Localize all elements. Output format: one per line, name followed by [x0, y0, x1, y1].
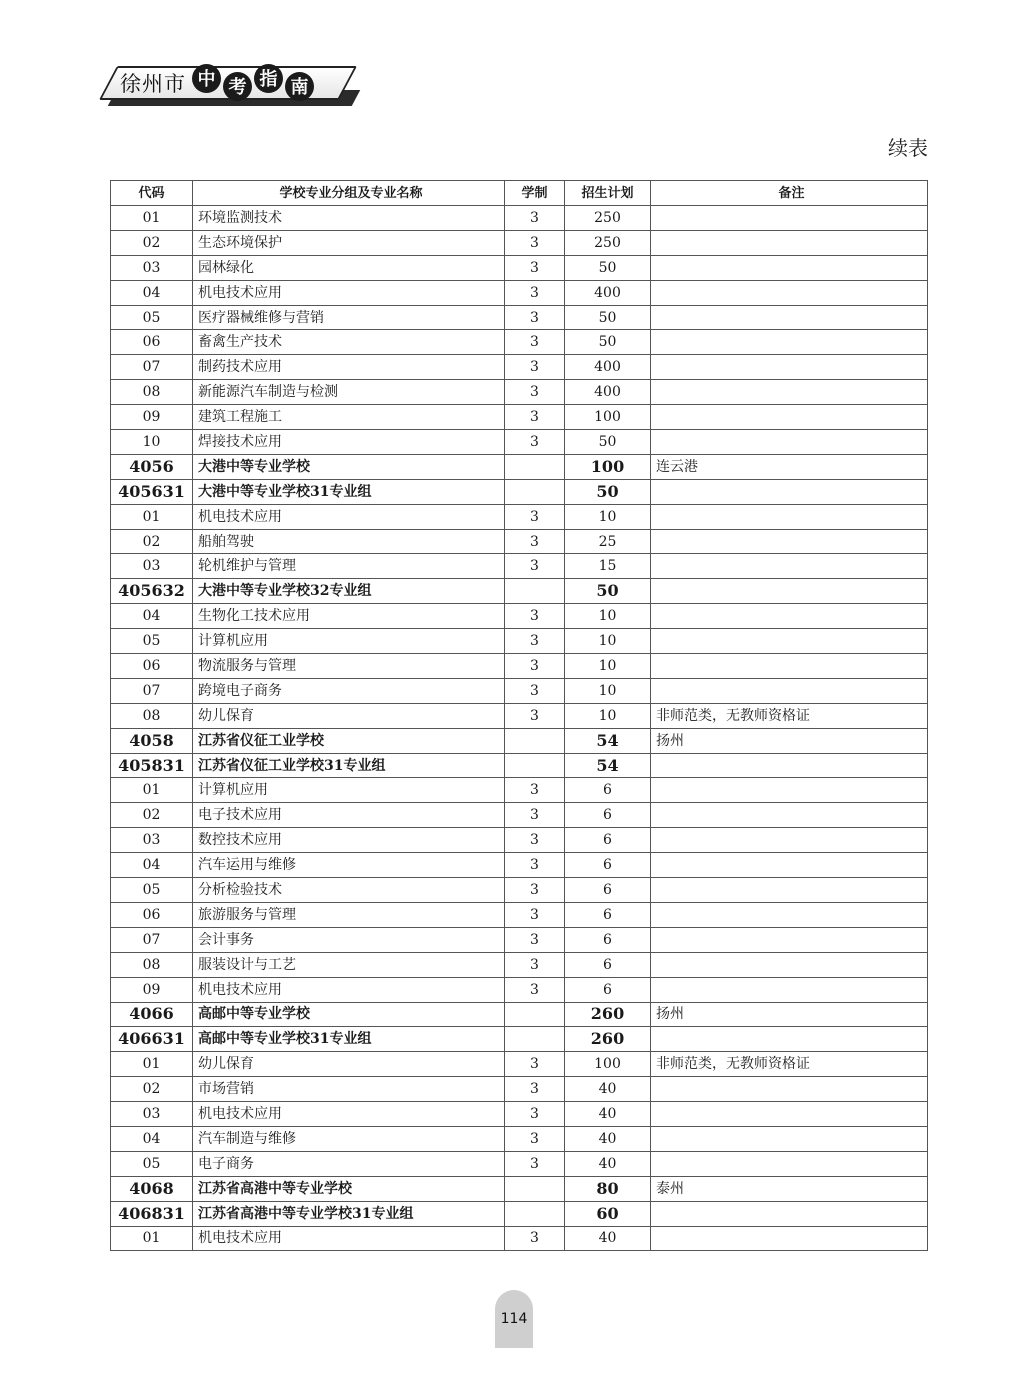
cell-note [651, 554, 928, 579]
cell-name: 汽车制造与维修 [193, 1126, 505, 1151]
table-row [111, 230, 928, 255]
cell-note [651, 1226, 928, 1251]
table-row [111, 803, 928, 828]
table-row [111, 1126, 928, 1151]
table-row [111, 778, 928, 803]
page-number: 114 [500, 1311, 528, 1327]
cell-code: 4068 [111, 1176, 193, 1201]
cell-name: 旅游服务与管理 [193, 902, 505, 927]
cell-note [651, 753, 928, 778]
cell-code: 07 [111, 355, 193, 380]
cell-plan: 10 [565, 703, 651, 728]
cell-plan: 10 [565, 654, 651, 679]
cell-note [651, 380, 928, 405]
cell-name: 生物化工技术应用 [193, 604, 505, 629]
cell-years [505, 1002, 565, 1027]
cell-plan: 400 [565, 355, 651, 380]
cell-name: 高邮中等专业学校 [193, 1002, 505, 1027]
cell-years [505, 454, 565, 479]
table-row [111, 1151, 928, 1176]
table-row [111, 554, 928, 579]
cell-plan: 54 [565, 753, 651, 778]
table-group-row [111, 1176, 928, 1201]
cell-name: 市场营销 [193, 1077, 505, 1102]
table-row [111, 1052, 928, 1077]
cell-name: 计算机应用 [193, 778, 505, 803]
cell-years: 3 [505, 1226, 565, 1251]
cell-note [651, 853, 928, 878]
cell-name: 物流服务与管理 [193, 654, 505, 679]
cell-note [651, 330, 928, 355]
cell-name: 机电技术应用 [193, 1102, 505, 1127]
banner-seal-char: 考 [223, 72, 252, 101]
cell-note [651, 430, 928, 455]
cell-name: 生态环境保护 [193, 230, 505, 255]
cell-name: 分析检验技术 [193, 878, 505, 903]
cell-plan: 10 [565, 678, 651, 703]
cell-plan: 40 [565, 1102, 651, 1127]
cell-code: 405632 [111, 579, 193, 604]
table-group-row [111, 479, 928, 504]
cell-plan: 6 [565, 878, 651, 903]
cell-name: 园林绿化 [193, 255, 505, 280]
table-group-row [111, 728, 928, 753]
cell-plan: 50 [565, 330, 651, 355]
table-row [111, 678, 928, 703]
table-group-row [111, 1002, 928, 1027]
cell-code: 4058 [111, 728, 193, 753]
cell-years: 3 [505, 230, 565, 255]
cell-note [651, 902, 928, 927]
cell-name: 服装设计与工艺 [193, 952, 505, 977]
cell-plan: 100 [565, 405, 651, 430]
cell-plan: 50 [565, 305, 651, 330]
cell-code: 06 [111, 654, 193, 679]
table-row [111, 927, 928, 952]
cell-note: 非师范类，无教师资格证 [651, 703, 928, 728]
cell-code: 08 [111, 952, 193, 977]
cell-code: 03 [111, 554, 193, 579]
cell-code: 01 [111, 206, 193, 231]
cell-years: 3 [505, 853, 565, 878]
cell-plan: 10 [565, 504, 651, 529]
cell-plan: 40 [565, 1126, 651, 1151]
cell-name: 机电技术应用 [193, 1226, 505, 1251]
table-group-row [111, 753, 928, 778]
cell-name: 江苏省仪征工业学校31专业组 [193, 753, 505, 778]
cell-years: 3 [505, 878, 565, 903]
table-row [111, 255, 928, 280]
cell-code: 07 [111, 678, 193, 703]
table-group-row [111, 1201, 928, 1226]
cell-plan: 400 [565, 380, 651, 405]
table-row [111, 604, 928, 629]
cell-name: 大港中等专业学校31专业组 [193, 479, 505, 504]
cell-plan: 6 [565, 902, 651, 927]
table-row [111, 380, 928, 405]
cell-name: 船舶驾驶 [193, 529, 505, 554]
cell-years: 3 [505, 206, 565, 231]
cell-code: 06 [111, 330, 193, 355]
cell-years: 3 [505, 902, 565, 927]
cell-name: 高邮中等专业学校31专业组 [193, 1027, 505, 1052]
table-row [111, 529, 928, 554]
cell-name: 环境监测技术 [193, 206, 505, 231]
cell-code: 406831 [111, 1201, 193, 1226]
table-row [111, 952, 928, 977]
cell-name: 焊接技术应用 [193, 430, 505, 455]
cell-years: 3 [505, 828, 565, 853]
cell-years: 3 [505, 977, 565, 1002]
cell-note [651, 1027, 928, 1052]
cell-plan: 6 [565, 853, 651, 878]
cell-note [651, 927, 928, 952]
table-row [111, 1077, 928, 1102]
cell-code: 02 [111, 529, 193, 554]
cell-plan: 250 [565, 230, 651, 255]
cell-code: 02 [111, 803, 193, 828]
table-row [111, 504, 928, 529]
cell-code: 02 [111, 230, 193, 255]
cell-years [505, 479, 565, 504]
cell-note [651, 405, 928, 430]
cell-note [651, 529, 928, 554]
cell-note [651, 355, 928, 380]
cell-code: 05 [111, 1151, 193, 1176]
cell-code: 10 [111, 430, 193, 455]
cell-years: 3 [505, 305, 565, 330]
cell-note [651, 654, 928, 679]
cell-note [651, 479, 928, 504]
cell-years: 3 [505, 1052, 565, 1077]
cell-plan: 60 [565, 1201, 651, 1226]
cell-years: 3 [505, 604, 565, 629]
cell-note [651, 280, 928, 305]
cell-code: 01 [111, 504, 193, 529]
cell-name: 机电技术应用 [193, 504, 505, 529]
cell-note [651, 803, 928, 828]
cell-years: 3 [505, 380, 565, 405]
cell-note [651, 878, 928, 903]
cell-years: 3 [505, 355, 565, 380]
cell-years: 3 [505, 654, 565, 679]
cell-note [651, 579, 928, 604]
cell-note [651, 305, 928, 330]
cell-name: 制药技术应用 [193, 355, 505, 380]
table-row [111, 1226, 928, 1251]
cell-years: 3 [505, 1102, 565, 1127]
cell-years: 3 [505, 280, 565, 305]
cell-years: 3 [505, 703, 565, 728]
cell-years: 3 [505, 330, 565, 355]
cell-note [651, 629, 928, 654]
table-row [111, 305, 928, 330]
cell-years [505, 579, 565, 604]
cell-years: 3 [505, 504, 565, 529]
continued-label: 续表 [888, 136, 928, 160]
cell-name: 建筑工程施工 [193, 405, 505, 430]
table-group-row [111, 1027, 928, 1052]
cell-plan: 50 [565, 479, 651, 504]
cell-years: 3 [505, 430, 565, 455]
cell-note [651, 828, 928, 853]
cell-code: 02 [111, 1077, 193, 1102]
table-row [111, 902, 928, 927]
cell-name: 轮机维护与管理 [193, 554, 505, 579]
cell-name: 大港中等专业学校32专业组 [193, 579, 505, 604]
banner-title [120, 66, 314, 100]
cell-plan: 80 [565, 1176, 651, 1201]
cell-code: 05 [111, 629, 193, 654]
cell-years: 3 [505, 629, 565, 654]
cell-code: 07 [111, 927, 193, 952]
cell-note [651, 977, 928, 1002]
cell-name: 计算机应用 [193, 629, 505, 654]
cell-note [651, 230, 928, 255]
cell-plan: 10 [565, 604, 651, 629]
table-row [111, 853, 928, 878]
cell-years [505, 1027, 565, 1052]
cell-years: 3 [505, 803, 565, 828]
cell-name: 幼儿保育 [193, 1052, 505, 1077]
cell-code: 08 [111, 380, 193, 405]
cell-code: 01 [111, 778, 193, 803]
header-banner [108, 52, 358, 112]
cell-name: 新能源汽车制造与检测 [193, 380, 505, 405]
cell-plan: 260 [565, 1027, 651, 1052]
cell-code: 04 [111, 1126, 193, 1151]
cell-years: 3 [505, 1077, 565, 1102]
cell-name: 机电技术应用 [193, 280, 505, 305]
cell-code: 4066 [111, 1002, 193, 1027]
cell-years: 3 [505, 1126, 565, 1151]
cell-code: 406631 [111, 1027, 193, 1052]
cell-years: 3 [505, 778, 565, 803]
cell-years: 3 [505, 554, 565, 579]
cell-name: 数控技术应用 [193, 828, 505, 853]
cell-name: 机电技术应用 [193, 977, 505, 1002]
cell-plan: 6 [565, 977, 651, 1002]
cell-plan: 50 [565, 255, 651, 280]
cell-plan: 6 [565, 778, 651, 803]
cell-name: 医疗器械维修与营销 [193, 305, 505, 330]
cell-code: 01 [111, 1052, 193, 1077]
cell-code: 03 [111, 828, 193, 853]
cell-code: 03 [111, 255, 193, 280]
cell-plan: 6 [565, 952, 651, 977]
table-body [111, 206, 928, 1251]
cell-plan: 25 [565, 529, 651, 554]
cell-plan: 50 [565, 430, 651, 455]
cell-code: 09 [111, 405, 193, 430]
cell-years: 3 [505, 405, 565, 430]
cell-code: 405831 [111, 753, 193, 778]
cell-years [505, 728, 565, 753]
cell-note: 扬州 [651, 1002, 928, 1027]
cell-name: 电子技术应用 [193, 803, 505, 828]
cell-name: 江苏省高港中等专业学校31专业组 [193, 1201, 505, 1226]
cell-note [651, 1102, 928, 1127]
cell-years [505, 1176, 565, 1201]
cell-plan: 6 [565, 803, 651, 828]
cell-years: 3 [505, 678, 565, 703]
cell-plan: 54 [565, 728, 651, 753]
table-group-row [111, 454, 928, 479]
table-row [111, 206, 928, 231]
cell-code: 04 [111, 853, 193, 878]
cell-plan: 50 [565, 579, 651, 604]
cell-name: 幼儿保育 [193, 703, 505, 728]
cell-plan: 100 [565, 454, 651, 479]
cell-code: 09 [111, 977, 193, 1002]
cell-note [651, 255, 928, 280]
cell-note: 连云港 [651, 454, 928, 479]
cell-years: 3 [505, 1151, 565, 1176]
cell-plan: 40 [565, 1077, 651, 1102]
cell-plan: 40 [565, 1151, 651, 1176]
cell-plan: 250 [565, 206, 651, 231]
cell-name: 跨境电子商务 [193, 678, 505, 703]
cell-note [651, 1201, 928, 1226]
banner-seal-char: 指 [254, 64, 283, 93]
table-row [111, 405, 928, 430]
table-row [111, 828, 928, 853]
cell-plan: 6 [565, 927, 651, 952]
table-row [111, 280, 928, 305]
table-header-row [111, 181, 928, 206]
column-header-name: 学校专业分组及专业名称 [193, 181, 505, 206]
column-header-note: 备注 [651, 181, 928, 206]
cell-code: 405631 [111, 479, 193, 504]
cell-plan: 10 [565, 629, 651, 654]
cell-note [651, 678, 928, 703]
cell-note: 扬州 [651, 728, 928, 753]
banner-city: 徐州市 [120, 72, 186, 96]
table-row [111, 654, 928, 679]
enrollment-table [110, 180, 928, 1251]
cell-note [651, 504, 928, 529]
page-number-tab [495, 1290, 533, 1348]
cell-note [651, 1126, 928, 1151]
cell-code: 05 [111, 305, 193, 330]
cell-years: 3 [505, 927, 565, 952]
cell-name: 大港中等专业学校 [193, 454, 505, 479]
table-row [111, 629, 928, 654]
cell-code: 04 [111, 604, 193, 629]
cell-note: 泰州 [651, 1176, 928, 1201]
cell-code: 4056 [111, 454, 193, 479]
cell-plan: 400 [565, 280, 651, 305]
banner-seal-char: 中 [192, 64, 221, 93]
cell-name: 汽车运用与维修 [193, 853, 505, 878]
cell-years: 3 [505, 255, 565, 280]
column-header-plan: 招生计划 [565, 181, 651, 206]
cell-note [651, 778, 928, 803]
cell-name: 畜禽生产技术 [193, 330, 505, 355]
cell-name: 江苏省仪征工业学校 [193, 728, 505, 753]
cell-note [651, 604, 928, 629]
table-row [111, 878, 928, 903]
cell-code: 05 [111, 878, 193, 903]
cell-note: 非师范类，无教师资格证 [651, 1052, 928, 1077]
cell-note [651, 952, 928, 977]
cell-code: 04 [111, 280, 193, 305]
cell-plan: 6 [565, 828, 651, 853]
cell-code: 08 [111, 703, 193, 728]
cell-note [651, 1151, 928, 1176]
cell-code: 06 [111, 902, 193, 927]
table-row [111, 703, 928, 728]
cell-years: 3 [505, 952, 565, 977]
table-row [111, 1102, 928, 1127]
column-header-code: 代码 [111, 181, 193, 206]
cell-name: 会计事务 [193, 927, 505, 952]
table-row [111, 977, 928, 1002]
cell-years [505, 753, 565, 778]
cell-name: 江苏省高港中等专业学校 [193, 1176, 505, 1201]
cell-plan: 15 [565, 554, 651, 579]
cell-name: 电子商务 [193, 1151, 505, 1176]
table-group-row [111, 579, 928, 604]
cell-note [651, 206, 928, 231]
table-row [111, 330, 928, 355]
cell-note [651, 1077, 928, 1102]
cell-years [505, 1201, 565, 1226]
table-row [111, 430, 928, 455]
banner-seal-char: 南 [285, 72, 314, 101]
column-header-years: 学制 [505, 181, 565, 206]
cell-plan: 260 [565, 1002, 651, 1027]
cell-code: 01 [111, 1226, 193, 1251]
cell-code: 03 [111, 1102, 193, 1127]
cell-years: 3 [505, 529, 565, 554]
table-row [111, 355, 928, 380]
cell-plan: 40 [565, 1226, 651, 1251]
cell-plan: 100 [565, 1052, 651, 1077]
